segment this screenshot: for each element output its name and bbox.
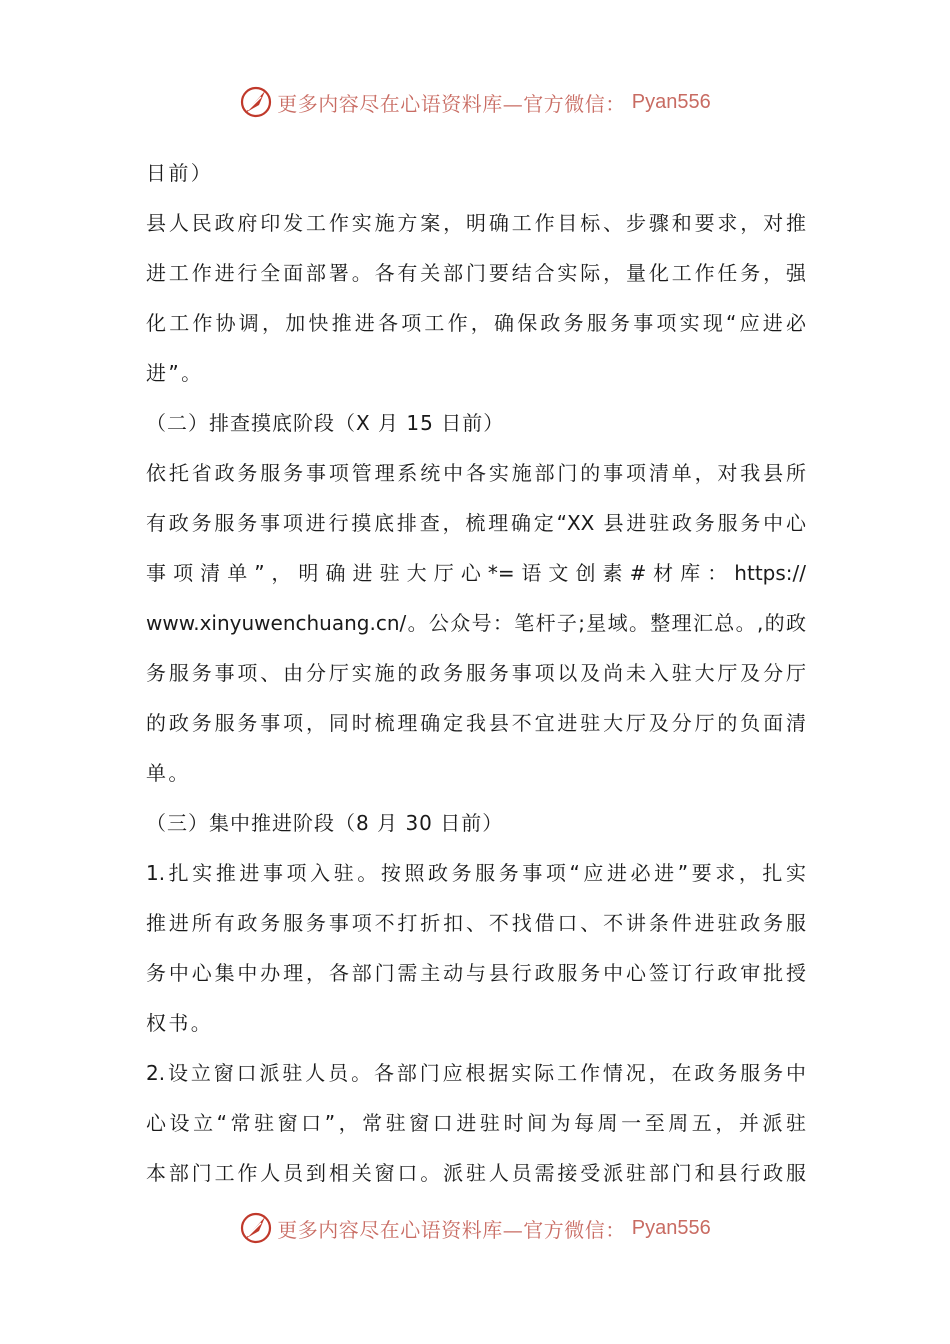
text-line: 务服务事项、由分厅实施的政务服务事项以及尚未入驻大厅及分厅 — [146, 661, 806, 685]
text-line: 依托省政务服务事项管理系统中各实施部门的事项清单，对我县所 — [146, 461, 806, 485]
text-line: 权书。 — [146, 1011, 214, 1035]
watermark-text: 更多内容尽在心语资料库—官方微信： — [277, 91, 626, 116]
text-line: 单。 — [146, 761, 191, 785]
quill-logo-icon — [239, 1211, 273, 1245]
document-body — [146, 148, 806, 1198]
section-heading: （三）集中推进阶段（8 月 30 日前） — [146, 811, 504, 835]
header-watermark — [0, 82, 950, 122]
watermark-wechat-id: Pyan556 — [631, 90, 711, 113]
section-heading: （二）排查摸底阶段（X 月 15 日前） — [146, 411, 505, 435]
text-line: 的政务服务事项，同时梳理确定我县不宜进驻大厅及分厅的负面清 — [146, 711, 806, 735]
text-line: www.xinyuwenchuang.cn/。公众号：笔杆子;星域。整理汇总。,的政 — [146, 611, 806, 635]
text-line: 心设立“常驻窗口”，常驻窗口进驻时间为每周一至周五，并派驻 — [146, 1111, 806, 1135]
text-line: 日前） — [146, 161, 214, 185]
watermark-text: 更多内容尽在心语资料库—官方微信： — [277, 1217, 626, 1242]
text-line: 化工作协调，加快推进各项工作，确保政务服务事项实现“应进必 — [146, 311, 806, 335]
text-line: 2.设立窗口派驻人员。各部门应根据实际工作情况，在政务服务中 — [146, 1061, 806, 1085]
watermark-wechat-id: Pyan556 — [631, 1216, 711, 1239]
text-line: 进工作进行全面部署。各有关部门要结合实际，量化工作任务，强 — [146, 261, 806, 285]
quill-logo-icon — [239, 85, 273, 119]
text-line: 本部门工作人员到相关窗口。派驻人员需接受派驻部门和县行政服 — [146, 1161, 806, 1185]
text-line: 事 项 清 单 ” ， 明 确 进 驻 大 厅 心 *= 语 文 创 素 # 材 库 ： https:// — [146, 561, 806, 585]
text-line: 有政务服务事项进行摸底排查，梳理确定“XX 县进驻政务服务中心 — [146, 511, 806, 535]
text-line: 县人民政府印发工作实施方案，明确工作目标、步骤和要求，对推 — [146, 211, 806, 235]
text-line: 进”。 — [146, 361, 204, 385]
text-line: 推进所有政务服务事项不打折扣、不找借口、不讲条件进驻政务服 — [146, 911, 806, 935]
text-line: 1.扎实推进事项入驻。按照政务服务事项“应进必进”要求，扎实 — [146, 861, 806, 885]
footer-watermark — [0, 1208, 950, 1248]
text-line: 务中心集中办理，各部门需主动与县行政服务中心签订行政审批授 — [146, 961, 806, 985]
